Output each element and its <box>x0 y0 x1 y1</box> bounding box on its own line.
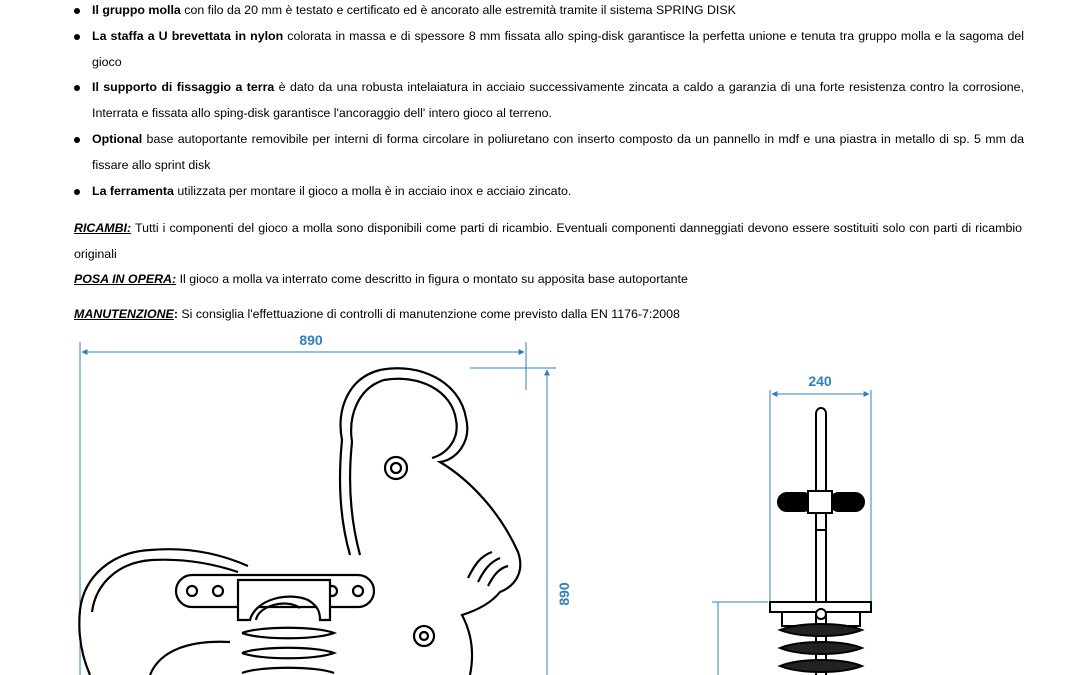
ricambi-text: Tutti i componenti del gioco a molla sono disponibili come parti di ricambio. Eventuali componenti danneggiati devono essere sostituiti solo con parti di ricambio originali <box>74 221 1022 261</box>
bullet-icon <box>74 34 80 40</box>
item-text: base autoportante removibile per interni di forma circolare in poliuretano con inserto composto da un pannello in mdf e una piastra in metallo di sp. 5 mm da fissare allo sprint disk <box>92 131 1024 172</box>
item-heading: Optional <box>92 131 143 146</box>
feature-list <box>74 0 1024 204</box>
item-heading: Il gruppo molla <box>92 3 181 17</box>
front-height-label: 890 <box>556 582 572 606</box>
technical-drawing <box>0 330 1080 675</box>
item-text: utilizzata per montare il gioco a molla è in acciaio inox e acciaio zincato. <box>173 183 572 198</box>
posa-text: Il gioco a molla va interrato come descritto in figura o montato su apposita base autoportante <box>176 272 688 286</box>
manutenzione-paragraph <box>74 302 1022 328</box>
bullet-icon <box>74 189 80 195</box>
ricambi-paragraph <box>74 216 1022 268</box>
ricambi-label: RICAMBI: <box>74 221 132 235</box>
bullet-icon <box>74 85 80 91</box>
front-height-dimension <box>470 368 572 675</box>
posa-paragraph <box>74 267 1022 293</box>
list-item <box>74 127 1024 179</box>
list-item <box>74 75 1024 127</box>
item-heading: La staffa a U brevettata in nylon <box>92 28 284 43</box>
front-width-dimension <box>80 332 526 675</box>
manutenzione-text: Si consiglia l'effettuazione di controlli di manutenzione come previsto dalla EN 1176-7:2008 <box>177 307 680 321</box>
item-text: con filo da 20 mm è testato e certificato ed è ancorato alle estremità tramite il sistema SPRING DISK <box>180 3 736 17</box>
item-heading: La ferramenta <box>92 183 174 198</box>
bullet-icon <box>74 8 80 14</box>
front-view-drawing <box>79 368 520 675</box>
item-heading: Il supporto di fissaggio a terra <box>92 80 275 95</box>
item-text: è dato da una robusta intelaiatura in acciaio successivamente zincata a caldo a garanzia di una forte resistenza contro la corrosione, Interrata e fissata allo sping-disk garantisce l'ancoraggio dell' intero gioco al terreno. <box>92 80 1024 121</box>
side-width-label: 240 <box>808 373 832 389</box>
list-item <box>74 0 1024 24</box>
list-item <box>74 24 1024 76</box>
bullet-icon <box>74 137 80 143</box>
side-view-drawing <box>770 408 871 675</box>
item-text: colorata in massa e di spessore 8 mm fissata allo sping-disk garantisce la perfetta unione e tenuta tra gruppo molla e la sagoma del gioco <box>92 28 1024 69</box>
posa-label: POSA IN OPERA: <box>74 272 177 286</box>
front-width-label: 890 <box>299 332 323 348</box>
manutenzione-colon: : <box>173 307 178 321</box>
list-item <box>74 179 1024 205</box>
manutenzione-label: MANUTENZIONE <box>74 307 174 321</box>
